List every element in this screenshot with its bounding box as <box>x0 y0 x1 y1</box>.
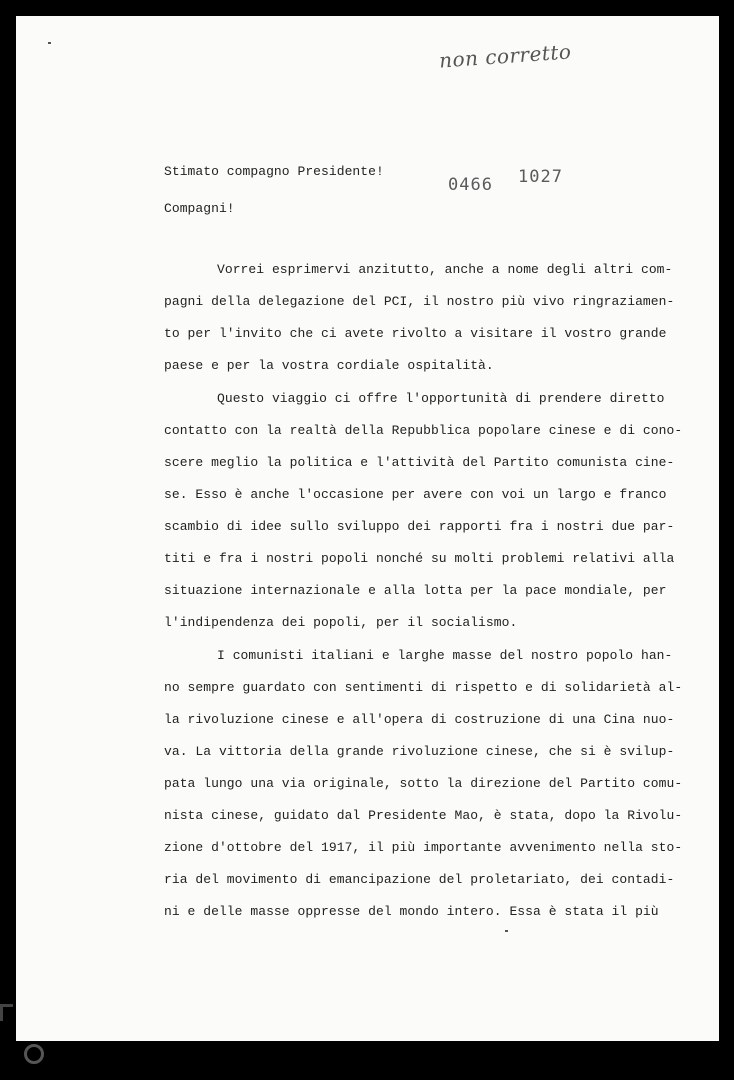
text-line: Vorrei esprimervi anzitutto, anche a nome degli altri com- <box>217 262 673 277</box>
salutation: Compagni! <box>164 201 235 216</box>
text-line: ria del movimento di emancipazione del proletariato, dei contadi- <box>164 872 675 887</box>
text-line: va. La vittoria della grande rivoluzione cinese, che si è svilup- <box>164 744 675 759</box>
text-line: l'indipendenza dei popoli, per il socialismo. <box>164 615 518 630</box>
speck <box>48 42 51 44</box>
text-line: pagni della delegazione del PCI, il nostro più vivo ringraziamen- <box>164 294 675 309</box>
text-line: la rivoluzione cinese e all'opera di costruzione di una Cina nuo- <box>164 712 675 727</box>
text-line: paese e per la vostra cordiale ospitalità. <box>164 358 494 373</box>
text-line: scere meglio la politica e l'attività del Partito comunista cine- <box>164 455 675 470</box>
salutation: Stimato compagno Presidente! <box>164 164 384 179</box>
text-line: I comunisti italiani e larghe masse del nostro popolo han- <box>217 648 673 663</box>
text-line: zione d'ottobre del 1917, il più importante avvenimento nella sto- <box>164 840 683 855</box>
handwritten-note: non corretto <box>438 39 573 73</box>
text-line: to per l'invito che ci avete rivolto a visitare il vostro grande <box>164 326 667 341</box>
speck <box>505 930 508 932</box>
text-line: se. Esso è anche l'occasione per avere con voi un largo e franco <box>164 487 667 502</box>
text-line: scambio di idee sullo sviluppo dei rapporti fra i nostri due par- <box>164 519 675 534</box>
scan-ring-mark <box>24 1044 44 1064</box>
text-line: contatto con la realtà della Repubblica popolare cinese e di cono- <box>164 423 683 438</box>
document-page <box>16 16 719 1041</box>
text-line: Questo viaggio ci offre l'opportunità di prendere diretto <box>217 391 665 406</box>
archive-stamp-number: 1027 <box>518 167 563 187</box>
text-line: pata lungo una via originale, sotto la direzione del Partito comu- <box>164 776 683 791</box>
text-line: nista cinese, guidato dal Presidente Mao, è stata, dopo la Rivolu- <box>164 808 683 823</box>
text-line: situazione internazionale e alla lotta per la pace mondiale, per <box>164 583 667 598</box>
archive-stamp-number: 0466 <box>448 175 493 195</box>
scan-edge-mark <box>0 1004 13 1021</box>
text-line: ni e delle masse oppresse del mondo intero. Essa è stata il più <box>164 904 659 919</box>
text-line: no sempre guardato con sentimenti di rispetto e di solidarietà al- <box>164 680 683 695</box>
text-line: titi e fra i nostri popoli nonché su molti problemi relativi alla <box>164 551 675 566</box>
